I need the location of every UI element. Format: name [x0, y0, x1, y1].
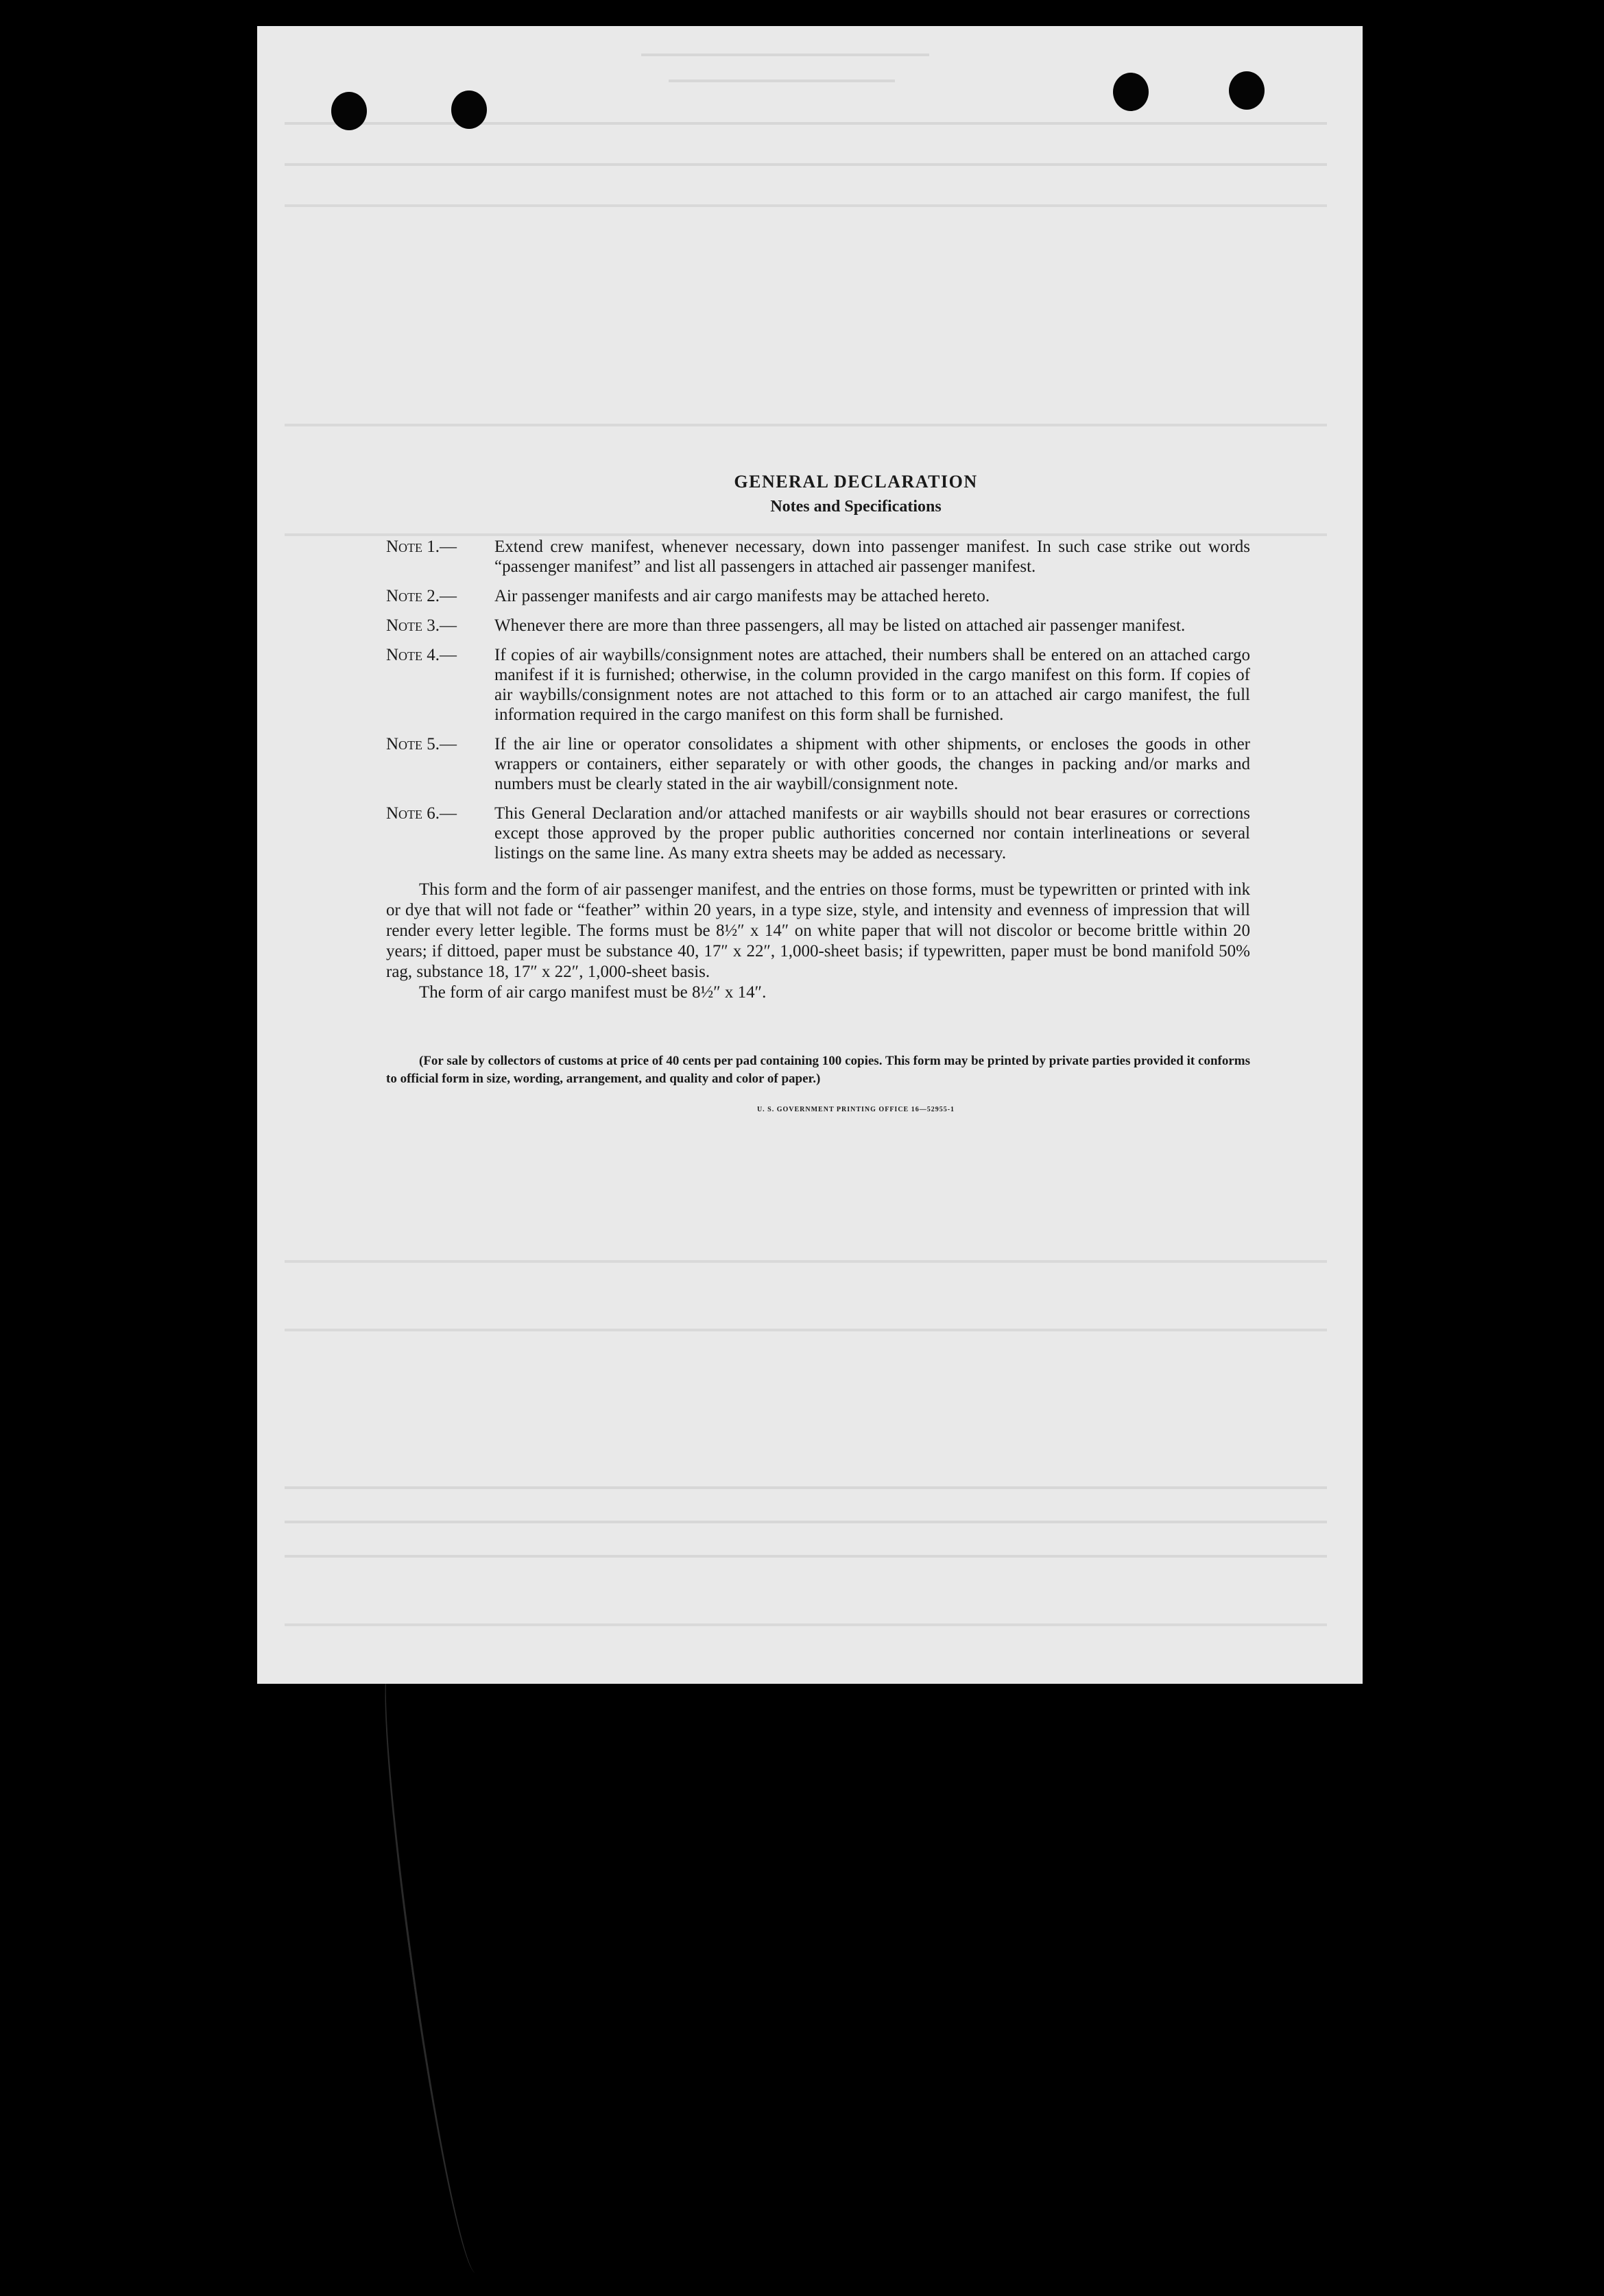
printer-line: U. S. GOVERNMENT PRINTING OFFICE 16—52955-1 [756, 1106, 955, 1113]
note-label: Note 1.— [386, 537, 457, 556]
note-text: If the air line or operator consolidates a shipment with other shipments, or encloses the goods in other wrappers or containers, either separately or with other goods, the changes in packing and/or marks and numbers must be clearly stated in the air waybill/consignment note. [494, 735, 1250, 793]
note-label: Note 3.— [386, 616, 457, 635]
declaration-notes [386, 472, 1250, 1113]
note-1 [386, 537, 1250, 577]
note-text: If copies of air waybills/consignment notes are attached, their numbers shall be entered on an attached cargo manifest if it is furnished; otherwise, in the column provided in the cargo manifest on this form. If copies of air waybills/consignment notes are not attached to this form or to an attached air cargo manifest, the full information required in the cargo manifest on this form shall be furnished. [494, 646, 1250, 724]
form-specifications: This form and the form of air passenger manifest, and the entries on those forms, must be typewritten or printed with ink or dye that will not fade or “feather” within 20 years, in a type size, style, and intensity and evenness of impression that will render every letter legible. The forms must be 8½″ x 14″ on white paper that will not discolor or become brittle within 20 years; if dittoed, paper must be substance 40, 17″ x 22″, 1,000-sheet basis; if typewritten, paper must be bond manifold 50% rag, substance 18, 17″ x 22″, 1,000-sheet basis. [386, 880, 1250, 981]
note-label: Note 6.— [386, 804, 457, 823]
cargo-manifest-size: The form of air cargo manifest must be 8½″ x 14″. [419, 983, 767, 1002]
note-6 [386, 803, 1250, 863]
punch-hole [1113, 73, 1149, 111]
punch-hole [451, 90, 487, 129]
note-text: This General Declaration and/or attached manifests or air waybills should not bear erasures or corrections except those approved by the proper public authorities concerned nor contain interlineations or several listings on the same line. As many extra sheets may be added as necessary. [494, 804, 1250, 862]
notes-list [386, 537, 1250, 863]
scan-artifact [369, 1659, 498, 2276]
sale-note: (For sale by collectors of customs at price of 40 cents per pad containing 100 copies. This form may be printed by private parties provided it conforms to official form in size, wording, arrangement, and quality and color of paper.) [386, 1054, 1250, 1086]
punch-hole [331, 92, 367, 130]
page-title: GENERAL DECLARATION [734, 472, 978, 492]
note-label: Note 5.— [386, 735, 457, 753]
note-text: Extend crew manifest, whenever necessary, down into passenger manifest. In such case strike out words “passenger manifest” and list all passengers in attached air passenger manifest. [494, 537, 1250, 576]
note-2 [386, 586, 1250, 606]
note-3 [386, 616, 1250, 636]
note-4 [386, 645, 1250, 725]
note-label: Note 4.— [386, 646, 457, 664]
note-text: Whenever there are more than three passengers, all may be listed on attached air passenger manifest. [494, 616, 1186, 635]
punch-hole [1229, 71, 1265, 110]
note-5 [386, 734, 1250, 794]
note-text: Air passenger manifests and air cargo manifests may be attached hereto. [494, 587, 990, 605]
page-subtitle: Notes and Specifications [770, 498, 942, 516]
document-page [257, 26, 1363, 1684]
note-label: Note 2.— [386, 587, 457, 605]
